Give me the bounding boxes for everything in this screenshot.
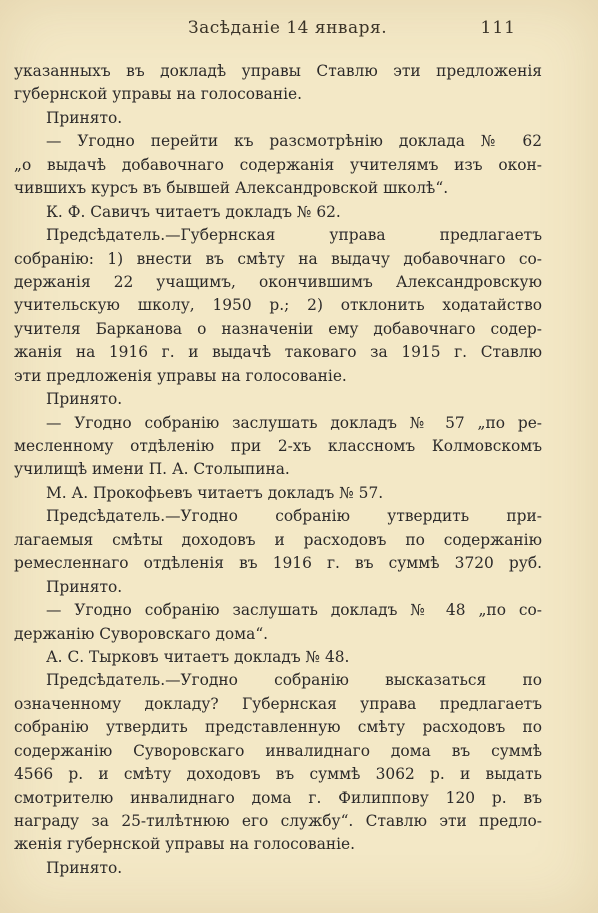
text-line: держанію Суворовскаго дома“. xyxy=(14,624,269,643)
text-line: Предсѣдатель.—Угодно собранію высказаться по xyxy=(46,671,542,690)
header-title: Засѣданіе 14 января. xyxy=(188,18,388,38)
text-line: награду за 25-тилѣтнюю его службу“. Ставлю эти предло- xyxy=(14,812,542,830)
text-line: эти предложенія управы на голосованіе. xyxy=(14,366,347,385)
text-line: чившихъ курсъ въ бывшей Александровской школѣ“. xyxy=(14,179,449,198)
text-line: губернской управы на голосованіе. xyxy=(14,85,303,104)
text-line: — Угодно перейти къ разсмотрѣнію доклада № 62 xyxy=(46,132,542,151)
text-line: содержанію Суворовскаго инвалиднаго дома въ суммѣ xyxy=(14,741,542,760)
text-line: лагаемыя смѣты доходовъ и расходовъ по содержанію xyxy=(14,530,542,549)
text-line: ремесленнаго отдѣленія въ 1916 г. въ суммѣ 3720 руб. xyxy=(14,554,542,573)
text-line: женія губернской управы на голосованіе. xyxy=(14,835,356,854)
text-line: Предсѣдатель.—Угодно собранію утвердить при- xyxy=(46,507,542,526)
text-line: Принято. xyxy=(46,108,123,127)
text-line: смотрителю инвалиднаго дома г. Филиппову 120 р. въ xyxy=(14,788,542,807)
text-line: собранію: 1) внести въ смѣту на выдачу добавочнаго со- xyxy=(14,249,542,268)
text-line: держанія 22 учащимъ, окончившимъ Александровскую xyxy=(14,272,542,291)
text-line: М. А. Прокофьевъ читаетъ докладъ № 57. xyxy=(46,483,384,502)
text-line: — Угодно собранію заслушать докладъ № 48 „по со- xyxy=(46,601,542,620)
text-line: учителя Барканова о назначеніи ему добавочнаго содер- xyxy=(14,319,542,338)
text-line: К. Ф. Савичъ читаетъ докладъ № 62. xyxy=(46,202,341,221)
text-line: 4566 р. и смѣту доходовъ въ суммѣ 3062 р. и выдать xyxy=(14,765,542,784)
body-text xyxy=(14,60,542,880)
text-line: месленному отдѣленію при 2-хъ классномъ Колмовскомъ xyxy=(14,437,542,455)
text-line: Предсѣдатель.—Губернская управа предлагаетъ xyxy=(46,226,542,245)
text-line: А. С. Тырковъ читаетъ докладъ № 48. xyxy=(46,647,350,666)
text-line: собранію утвердить представленную смѣту расходовъ по xyxy=(14,718,542,737)
text-line: — Угодно собранію заслушать докладъ № 57 „по ре- xyxy=(46,413,542,432)
text-line: „о выдачѣ добавочнаго содержанія учителямъ изъ окон- xyxy=(14,155,542,174)
text-line: жанія на 1916 г. и выдачѣ таковаго за 1915 г. Ставлю xyxy=(14,343,542,362)
text-line: указанныхъ въ докладѣ управы Ставлю эти предложенія xyxy=(14,62,542,80)
text-line: Принято. xyxy=(46,390,123,409)
text-line: Принято. xyxy=(46,858,123,877)
running-header xyxy=(0,18,598,46)
text-line: Принято. xyxy=(46,577,123,596)
text-line: означенному докладу? Губернская управа предлагаетъ xyxy=(14,694,542,713)
page-number: 111 xyxy=(480,18,516,38)
text-line: училищѣ имени П. А. Столыпина. xyxy=(14,460,290,479)
text-line: учительскую школу, 1950 р.; 2) отклонить ходатайство xyxy=(14,296,542,315)
